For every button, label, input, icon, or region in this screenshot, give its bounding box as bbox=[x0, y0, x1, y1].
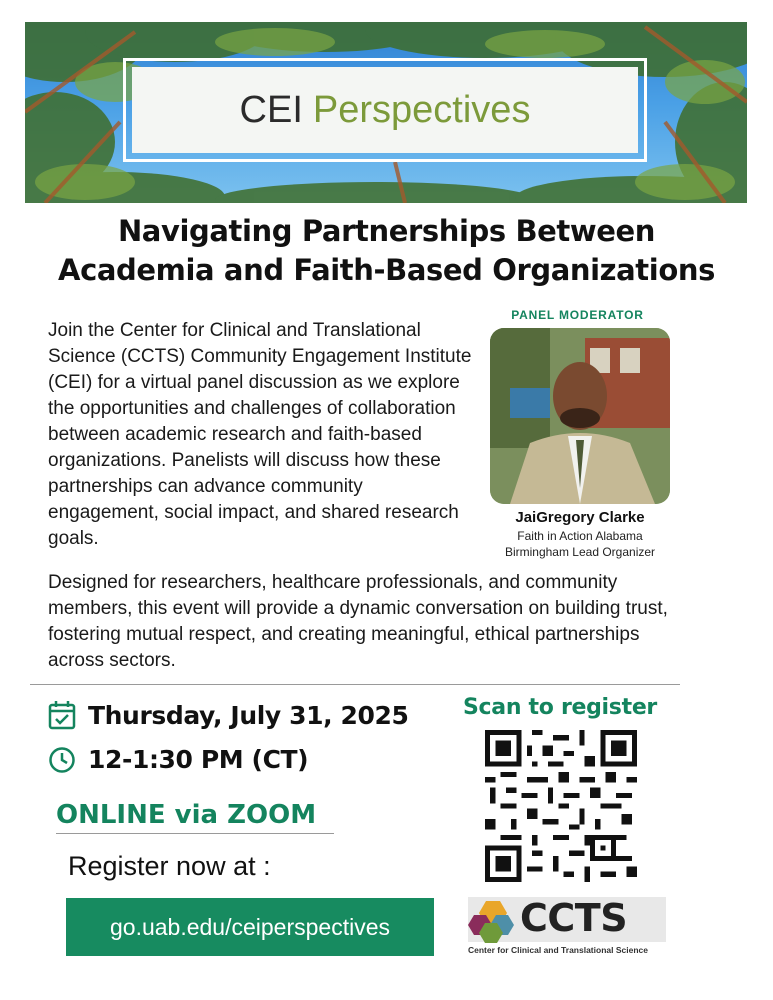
moderator-org-line1: Faith in Action Alabama bbox=[517, 529, 643, 543]
event-time-row bbox=[48, 745, 308, 774]
ccts-logo-text: CCTS bbox=[520, 896, 628, 940]
event-time: 12-1:30 PM (CT) bbox=[88, 745, 309, 774]
registration-url-button[interactable]: go.uab.edu/ceiperspectives bbox=[66, 898, 434, 956]
qr-code-icon[interactable] bbox=[485, 730, 637, 882]
description-paragraph: Designed for researchers, healthcare professionals, and community members, this event will provide a dynamic conversation on building trust, fostering mutual respect, and creating meaningful, ethical partnerships across sectors. bbox=[48, 572, 668, 671]
banner-title-cei: CEI bbox=[239, 88, 303, 131]
event-date: Thursday, July 31, 2025 bbox=[88, 700, 409, 730]
clock-icon bbox=[48, 746, 76, 774]
event-title bbox=[20, 212, 753, 290]
moderator-photo bbox=[490, 328, 670, 504]
header-banner bbox=[25, 22, 747, 203]
moderator-label: PANEL MODERATOR bbox=[511, 308, 644, 322]
register-prompt: Register now at : bbox=[68, 851, 271, 881]
event-title-line2: Academia and Faith-Based Organizations bbox=[58, 253, 715, 287]
moderator-organization bbox=[470, 528, 690, 560]
event-date-row bbox=[48, 700, 408, 730]
banner-title-box bbox=[132, 67, 638, 153]
calendar-check-icon bbox=[48, 700, 76, 730]
moderator-name: JaiGregory Clarke bbox=[515, 509, 645, 526]
intro-paragraph: Join the Center for Clinical and Translational Science (CCTS) Community Engagement Institute (CEI) for a virtual panel discussion as we explore the opportunities and challenges of collaboration between academic research and faith-based organizations. Panelists will discuss how these partnerships can advance community engagement, social impact, and shared research goals. bbox=[48, 320, 472, 549]
location-underline bbox=[56, 833, 334, 834]
moderator-portrait bbox=[490, 328, 670, 504]
event-location: ONLINE via ZOOM bbox=[56, 800, 317, 830]
event-title-line1: Navigating Partnerships Between bbox=[117, 214, 656, 248]
ccts-logo-subtitle: Center for Clinical and Translational Science bbox=[468, 945, 648, 955]
moderator-org-line2: Birmingham Lead Organizer bbox=[504, 545, 656, 559]
section-divider bbox=[30, 684, 680, 685]
banner-title-perspectives: Perspectives bbox=[312, 88, 531, 131]
scan-to-register-label: Scan to register bbox=[463, 695, 657, 720]
